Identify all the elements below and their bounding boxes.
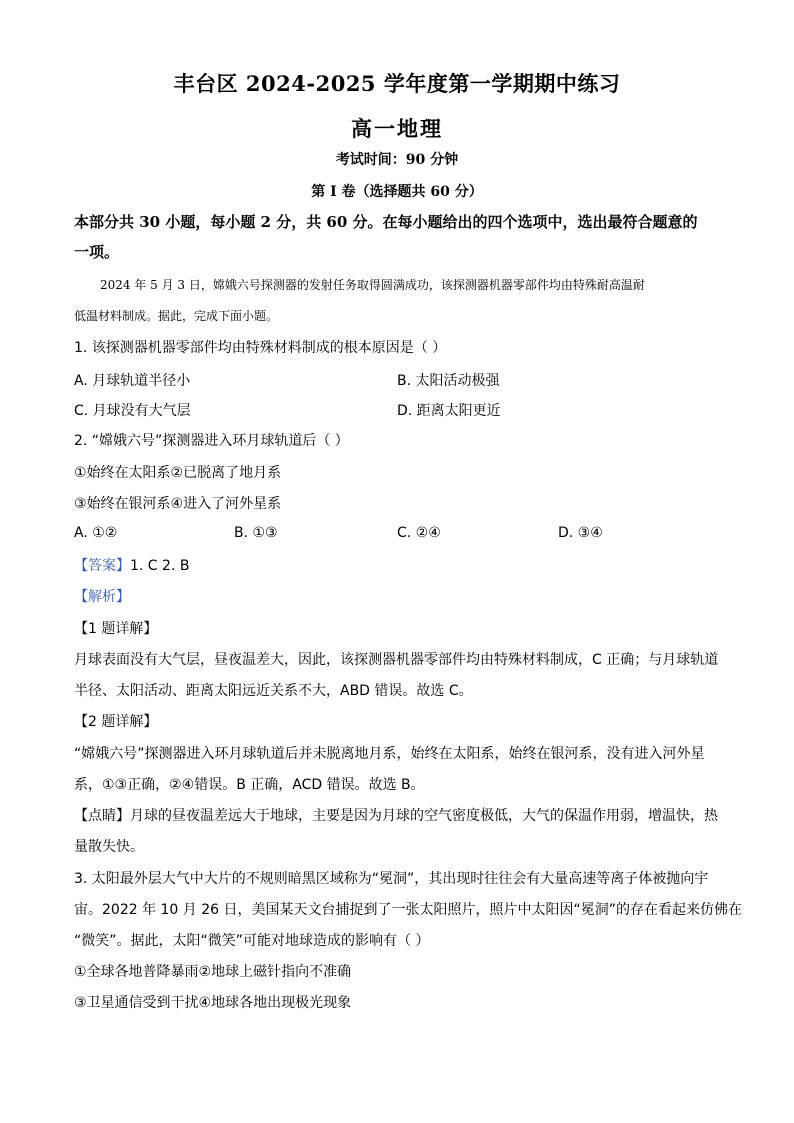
- instructions-line-1: 本部分共 30 小题，每小题 2 分，共 60 分。在每小题给出的四个选项中，选出最符合题意的: [74, 213, 698, 231]
- exam-time: 考试时间：90 分钟: [335, 152, 459, 168]
- passage-line-2: 低温材料制成。据此，完成下面小题。: [74, 309, 279, 323]
- detail-1-line-2: 半径、太阳活动、距离太阳远近关系不大，ABD 错误。故选 C。: [74, 683, 473, 699]
- q1-option-c: C. 月球没有大气层: [74, 403, 191, 419]
- detail-2-line-2: 系，①③正确，②④错误。B 正确，ACD 错误。故选 B。: [74, 777, 425, 793]
- detail-2-line-1: “嫦娥六号”探测器进入环月球轨道后并未脱离地月系，始终在太阳系，始终在银河系，没有进入河外星: [74, 746, 705, 762]
- instructions-line-2: 一项。: [74, 243, 120, 261]
- answer-row: [74, 556, 724, 576]
- q3-statement-2: ③卫星通信受到干扰④地球各地出现极光现象: [74, 995, 352, 1011]
- answer-value: 1. C 2. B: [130, 558, 190, 574]
- tip-label: 【点睛】: [74, 808, 130, 824]
- passage-line-1: 2024 年 5 月 3 日，嫦娥六号探测器的发射任务取得圆满成功，该探测器机器零部件均由特殊耐高温耐: [100, 278, 645, 292]
- q1-option-d: D. 距离太阳更近: [397, 403, 501, 419]
- q2-option-b: B. ①③: [234, 525, 278, 541]
- question-3-line-3: “微笑”。据此，太阳“微笑”可能对地球造成的影响有（ ）: [74, 933, 430, 949]
- q1-option-a: A. 月球轨道半径小: [74, 373, 191, 389]
- tip-text: 月球的昼夜温差远大于地球，主要是因为月球的空气密度极低，大气的保温作用弱，增温快，热: [130, 808, 718, 824]
- subject-title: 高一地理: [351, 116, 443, 141]
- tip-line-1: [74, 806, 724, 826]
- answer-label: 【答案】: [74, 558, 130, 574]
- question-1-stem: 1. 该探测器机器零部件均由特殊材料制成的根本原因是（ ）: [74, 340, 447, 356]
- question-3-line-1: 3. 太阳最外层大气中大片的不规则暗黑区域称为“冕洞”，其出现时往往会有大量高速等离子体被抛向宇: [74, 871, 709, 887]
- detail-1-line-1: 月球表面没有大气层，昼夜温差大，因此，该探测器机器零部件均由特殊材料制成，C 正确；与月球轨道: [74, 652, 719, 668]
- q2-option-a: A. ①②: [74, 525, 118, 541]
- analysis-label: 【解析】: [74, 589, 130, 605]
- q3-statement-1: ①全球各地普降暴雨②地球上磁针指向不准确: [74, 964, 352, 980]
- q2-option-d: D. ③④: [558, 525, 603, 541]
- question-2-stem: 2. “嫦娥六号”探测器进入环月球轨道后（ ）: [74, 433, 349, 449]
- q2-statement-2: ③始终在银河系④进入了河外星系: [74, 496, 282, 512]
- question-3-line-2: 宙。2022 年 10 月 26 日，美国某天文台捕捉到了一张太阳照片，照片中太阳因“冕洞”的存在看起来仿佛在: [74, 902, 743, 918]
- q1-option-b: B. 太阳活动极强: [397, 373, 500, 389]
- detail-1-label: 【1 题详解】: [74, 621, 158, 637]
- tip-line-2: 量散失快。: [74, 839, 144, 855]
- section-title: 第 I 卷（选择题共 60 分）: [311, 184, 483, 200]
- exam-title: 丰台区 2024-2025 学年度第一学期期中练习: [173, 71, 621, 96]
- detail-2-label: 【2 题详解】: [74, 714, 158, 730]
- q2-option-c: C. ②④: [397, 525, 441, 541]
- q2-statement-1: ①始终在太阳系②已脱离了地月系: [74, 465, 282, 481]
